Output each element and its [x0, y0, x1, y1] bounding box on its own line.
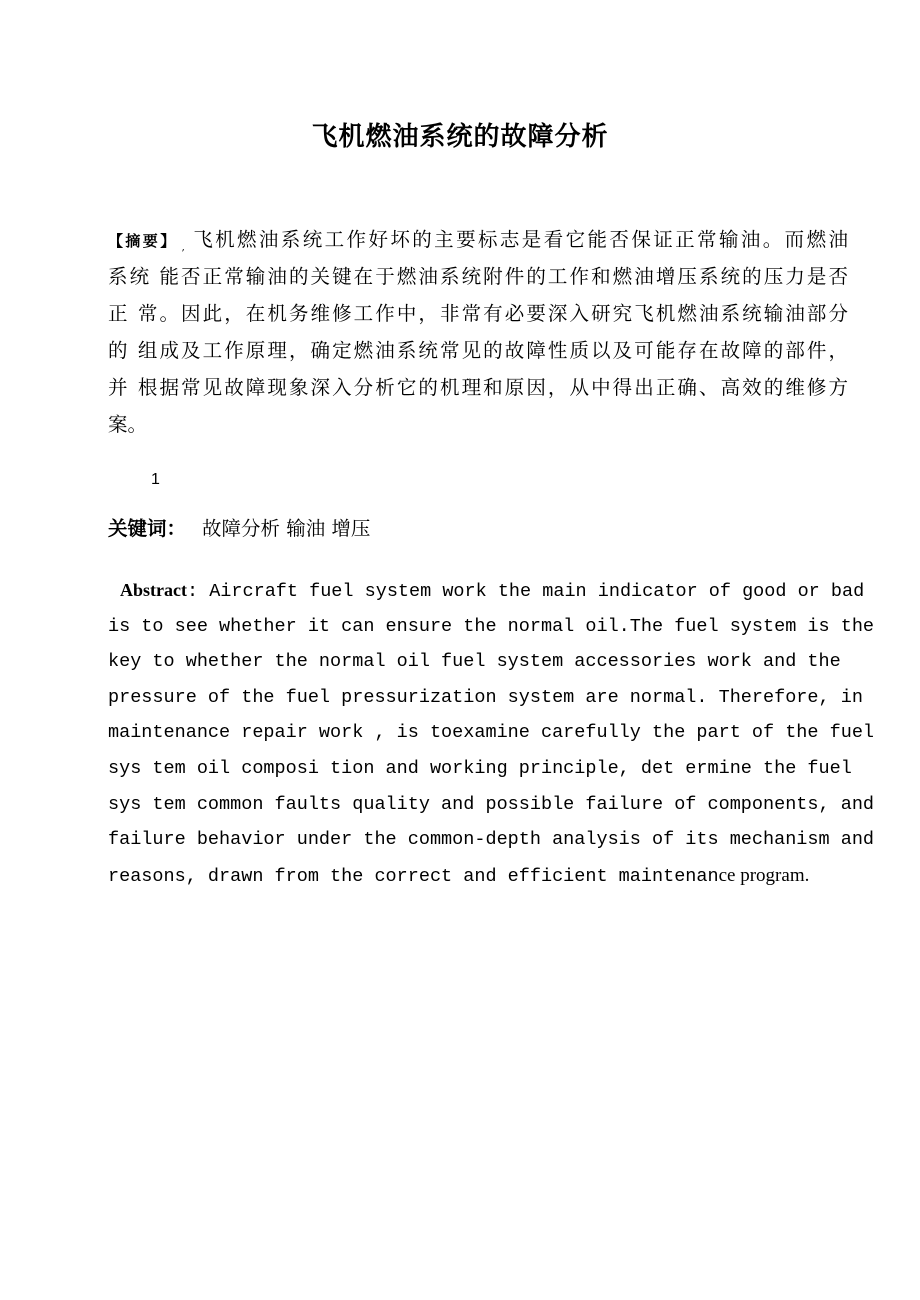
- summary-line: 并 根据常见故障现象深入分析它的机理和原因，从中得出正确、高效的维修方: [108, 376, 848, 399]
- summary-label: 【摘要】: [108, 232, 178, 250]
- abstract-line: sys tem common faults quality and possible failure of components, and: [108, 794, 875, 815]
- page-title: 飞机燃油系统的故障分析: [311, 122, 609, 152]
- summary-text: 飞机燃油系统工作好坏的主要标志是看它能否保证正常输油。而燃油: [190, 228, 848, 251]
- abstract-tail: ce program.: [718, 865, 810, 886]
- footnote-marker: 1: [151, 471, 160, 488]
- summary-mark: ,: [181, 242, 185, 253]
- abstract-line: [108, 865, 848, 887]
- keywords-items: 故障分析 输油 增压: [202, 517, 371, 540]
- abstract-line: sys tem oil composi tion and working principle, det ermine the fuel: [108, 758, 852, 779]
- keywords-label: 关键词：: [108, 517, 187, 540]
- abstract-line: pressure of the fuel pressurization system are normal. Therefore, in: [108, 687, 863, 708]
- summary-line: 系统 能否正常输油的关键在于燃油系统附件的工作和燃油增压系统的压力是否: [108, 265, 848, 288]
- summary-line: [108, 224, 848, 253]
- abstract-label: Abstract: [120, 580, 187, 600]
- abstract-line: failure behavior under the common-depth analysis of its mechanism and: [108, 829, 875, 850]
- summary-line: 正 常。因此，在机务维修工作中，非常有必要深入研究飞机燃油系统输油部分: [108, 302, 848, 325]
- abstract-text: reasons, drawn from the correct and efficient maintenan: [108, 866, 719, 887]
- keywords-line: [108, 513, 370, 541]
- abstract-line: [108, 580, 865, 602]
- abstract-line: key to whether the normal oil fuel system accessories work and the: [108, 651, 841, 672]
- abstract-line: is to see whether it can ensure the normal oil.The fuel system is the: [108, 616, 875, 637]
- abstract-line: maintenance repair work , is toexamine carefully the part of the fuel: [108, 722, 875, 743]
- summary-line: 案。: [108, 413, 148, 436]
- summary-line: 的 组成及工作原理，确定燃油系统常见的故障性质以及可能存在故障的部件，: [108, 339, 848, 362]
- abstract-text: : Aircraft fuel system work the main indicator of good or bad: [186, 581, 865, 602]
